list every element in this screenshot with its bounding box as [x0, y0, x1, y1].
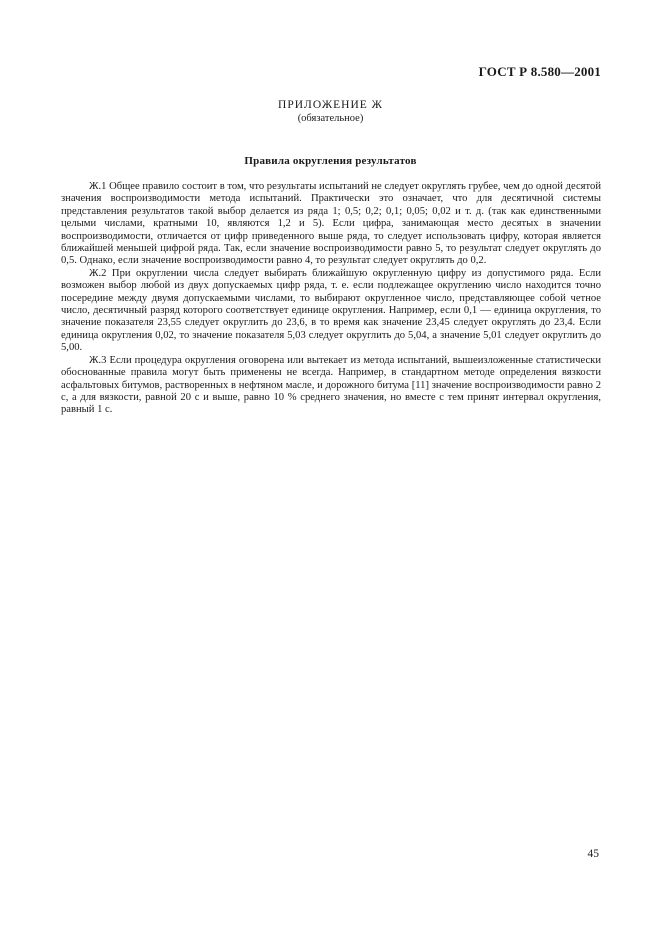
paragraph-zh1: Ж.1 Общее правило состоит в том, что результаты испытаний не следует округлять грубее, чем до одной десятой значения воспроизводимости метода испытаний. Практически это означает, что для десятичной системы представления результатов такой выбор делается из ряда 1; 0,5; 0,2; 0,1; 0,05; 0,02 и т. д. (так как единственными целыми числами, кратными 10, являются 1,2 и 5). Если цифра, занимающая место десятых в значении воспроизводимости, отличается от цифр приведенного выше ряда, то следует использовать цифру, которая является ближайшей меньшей цифрой ряда. Так, если значение воспроизводимости равно 5, то результат следует округлять до 0,5. Однако, если значение воспроизводимости равно 4, то результат следует округлять до 0,2.: [61, 181, 601, 267]
appendix-status: (обязательное): [297, 113, 364, 124]
page-number: 45: [587, 848, 599, 860]
appendix-label: ПРИЛОЖЕНИЕ Ж: [278, 99, 383, 111]
standard-designation: ГОСТ Р 8.580—2001: [478, 64, 601, 79]
body-text: [61, 181, 601, 417]
paragraph-zh2: Ж.2 При округлении числа следует выбирать ближайшую округленную цифру из допустимого ряда. Если возможен выбор любой из двух допускаемых цифр ряда, т. е. если подлежащее округлению число находится точно посередине между двумя допускаемыми числами, то выбирают округленное число, представляющее собой четное число, десятичный разряд которого соответствует единице округления. Например, если 0,1 — единица округления, то значение показателя 23,55 следует округлить до 23,6, в то время как значение 23,45 следует округлять до 23,4. Если единица округления 0,02, то значение показателя 5,03 следует округлить до 5,04, а значение 5,01 следует округлить до 5,00.: [61, 267, 601, 354]
paragraph-zh3: Ж.3 Если процедура округления оговорена или вытекает из метода испытаний, вышеизложенные статистически обоснованные правила могут быть применены не всегда. Например, в стандартном методе определения вязкости асфальтовых битумов, растворенных в нефтяном масле, и дорожного битума [11] значение воспроизводимости равно 2 с, а для вязкости, равной 20 с и выше, равно 10 % среднего значения, но вместе с тем принят интервал округления, равный 1 с.: [61, 354, 601, 416]
section-title: Правила округления результатов: [244, 155, 417, 167]
